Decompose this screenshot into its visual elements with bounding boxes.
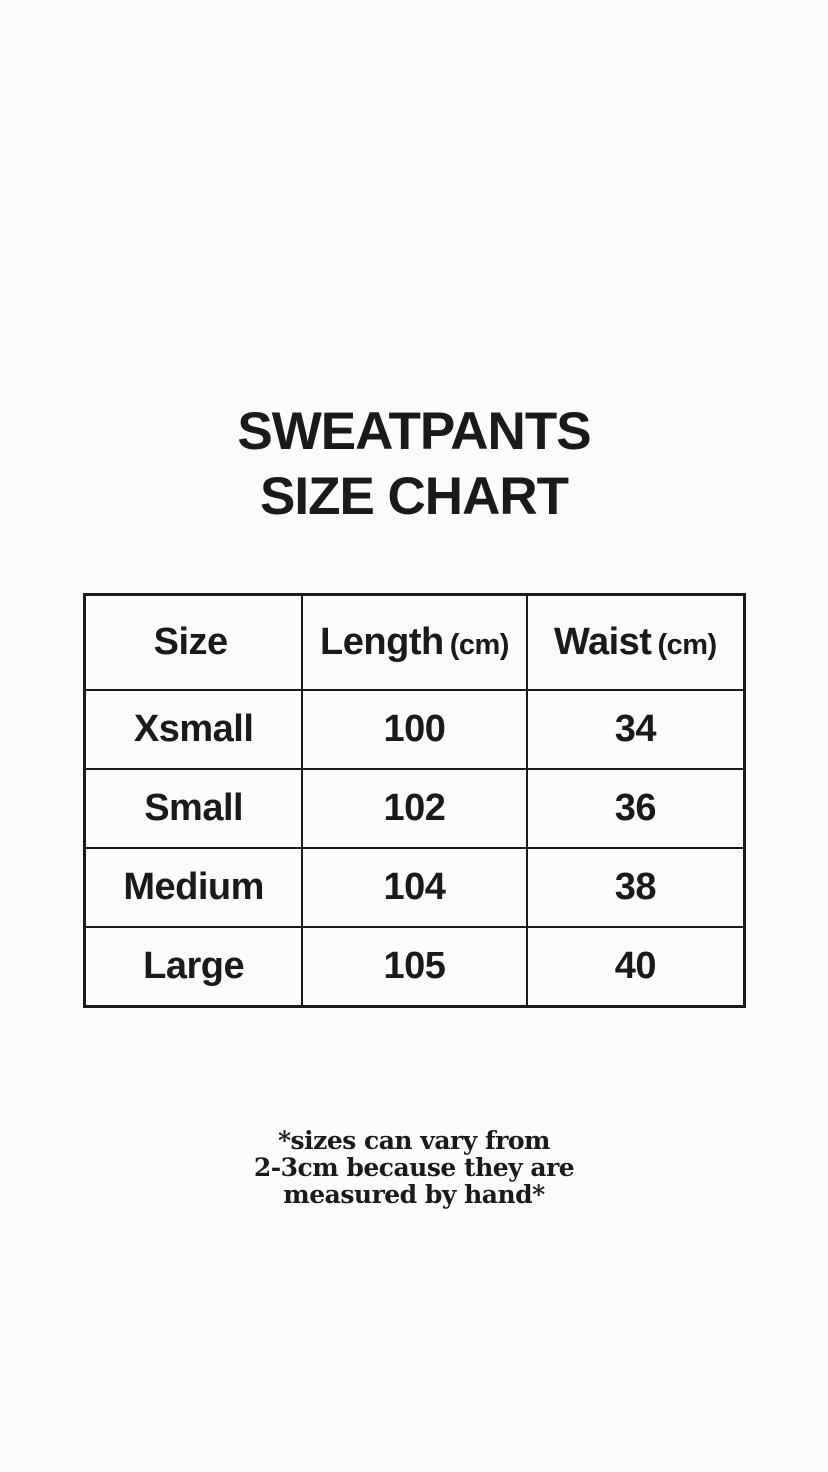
page-title [0,399,828,529]
column-header-size [85,595,303,691]
column-header-length-unit: (cm) [449,629,509,661]
cell-size: Small [85,769,303,848]
table-row-large [85,927,745,1007]
page-title-line2: SIZE CHART [260,467,568,526]
size-table-header-row [85,595,745,691]
column-header-length [302,595,526,691]
cell-waist: 36 [527,769,745,848]
page-title-line1: SWEATPANTS [237,402,591,461]
table-row-small [85,769,745,848]
size-table [83,593,746,1008]
cell-length: 105 [302,927,526,1007]
cell-length: 104 [302,848,526,927]
cell-size: Medium [85,848,303,927]
cell-length: 102 [302,769,526,848]
cell-waist: 38 [527,848,745,927]
cell-size: Large [85,927,303,1007]
column-header-size-label: Size [153,621,228,663]
size-table-body [85,690,745,1007]
footnote-line2: 2-3cm because they are [253,1153,575,1182]
cell-waist: 34 [527,690,745,769]
column-header-waist-label: Waist [554,621,652,663]
cell-size: Xsmall [85,690,303,769]
table-row-medium [85,848,745,927]
cell-waist: 40 [527,927,745,1007]
table-row-xsmall [85,690,745,769]
cell-length: 100 [302,690,526,769]
footnote [0,1127,828,1208]
column-header-waist [527,595,745,691]
column-header-length-label: Length [320,621,444,663]
footnote-line3: measured by hand* [283,1180,545,1209]
footnote-line1: *sizes can vary from [277,1126,550,1155]
column-header-waist-unit: (cm) [657,629,717,661]
